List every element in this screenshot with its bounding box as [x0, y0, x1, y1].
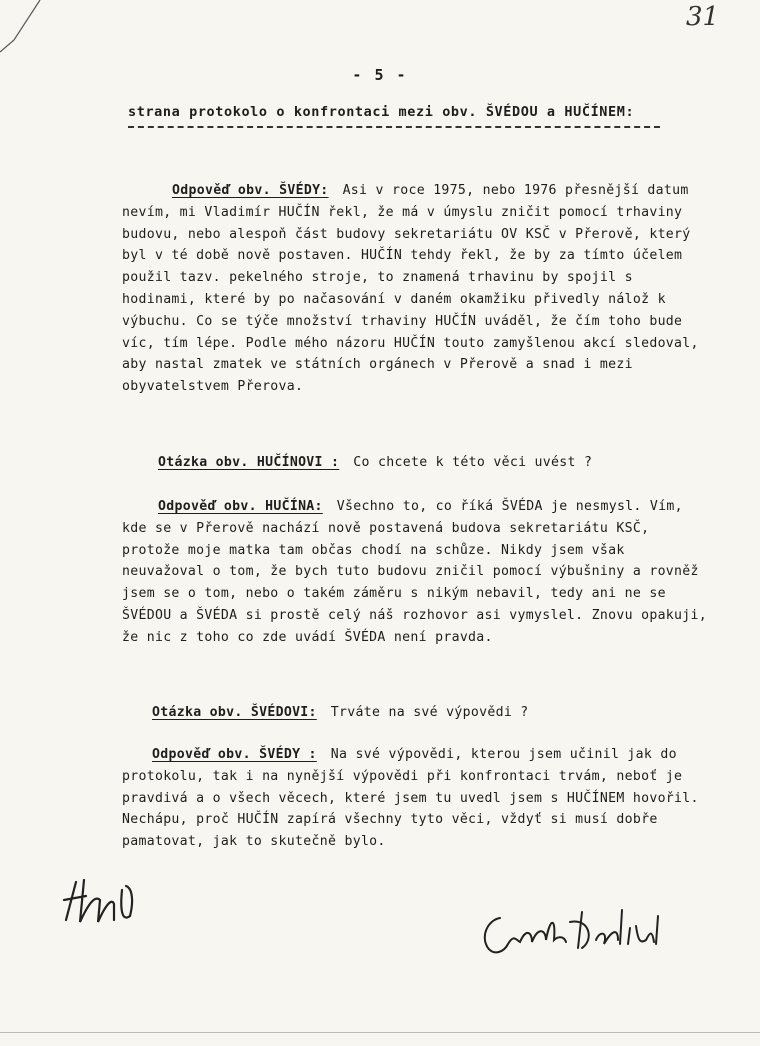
- section-text: Asi v roce 1975, nebo 1976 přesnější datum nevím, mi Vladimír HUČÍN řekl, že má v úmyslu zničit pomocí trhaviny budovu, nebo alespoň část budovy sekretariátu OV KSČ v Přerově, který byl v té době nově postaven. HUČÍN tehdy řekl, že by za tímto účelem použil tazv. pekelného stroje, to znamená trhavinu by spojil s hodinami, které by po načasování v daném okamžiku přivedly nálož k výbuchu. Co se týče množství trhaviny HUČÍN uváděl, že čím toho bude víc, tím lépe. Podle mého názoru HUČÍN touto zamyšlenou akcí sledoval, aby nastal zmatek ve státních orgánech v Přerově a snad i mezi obyvatelstvem Přerova.: [122, 183, 699, 395]
- page-heading: strana protokolo o konfrontaci mezi obv. ŠVÉDOU a HUČÍNEM:: [128, 104, 635, 120]
- section-label: Odpověď obv. ŠVÉDY :: [152, 747, 317, 762]
- page-number: - 5 -: [352, 66, 408, 84]
- section-question-hucin: [122, 452, 712, 474]
- signature-sveda: [470, 900, 670, 970]
- section-answer-sveda-1: [122, 180, 712, 398]
- section-label: Odpověď obv. ŠVÉDY:: [172, 183, 329, 198]
- page-bottom-edge: [0, 1032, 760, 1033]
- section-answer-hucin: [122, 496, 712, 649]
- heading-dashed-underline: [128, 126, 660, 128]
- section-label: Otázka obv. HUČÍNOVI :: [158, 455, 340, 470]
- section-label: Odpověď obv. HUČÍNA:: [158, 499, 323, 514]
- section-text: Na své výpovědi, kterou jsem učinil jak do protokolu, tak i na nynější výpovědi při konfrontaci trvám, neboť je pravdivá a o všech věcech, které jsem tu uvedl jsem s HUČÍNEM hovořil. Nechápu, proč HUČÍN zapírá všechny tyto věci, vždyť si musí dobře pamatovat, jak to skutečně bylo.: [122, 747, 699, 850]
- section-text: Trváte na své výpovědi ?: [330, 705, 529, 720]
- folio-number: 31: [686, 2, 720, 32]
- section-text: Co chcete k této věci uvést ?: [353, 455, 593, 470]
- section-text: Všechno to, co říká ŠVÉDA je nesmysl. Vím, kde se v Přerově nachází nově postavená budova sekretariátu KSČ, protože moje matka tam občas chodí na schůze. Nikdy jsem však neuvažoval o tom, že bych tuto budovu zničil pomocí výbušniny a rovněž jsem se o tom, nebo o takém záměru s nikým nebavil, tedy ani ne se ŠVÉDOU a ŠVÉDA si prostě celý náš rozhovor asi vymyslel. Znovu opakuji, že nic z toho co zde uvádí ŠVÉDA není pravda.: [122, 499, 708, 645]
- signature-hucin: [60, 870, 150, 930]
- corner-crease-mark: [0, 0, 60, 60]
- section-label: Otázka obv. ŠVÉDOVI:: [152, 705, 317, 720]
- section-question-sveda: [122, 702, 712, 724]
- section-answer-sveda-2: [122, 744, 712, 853]
